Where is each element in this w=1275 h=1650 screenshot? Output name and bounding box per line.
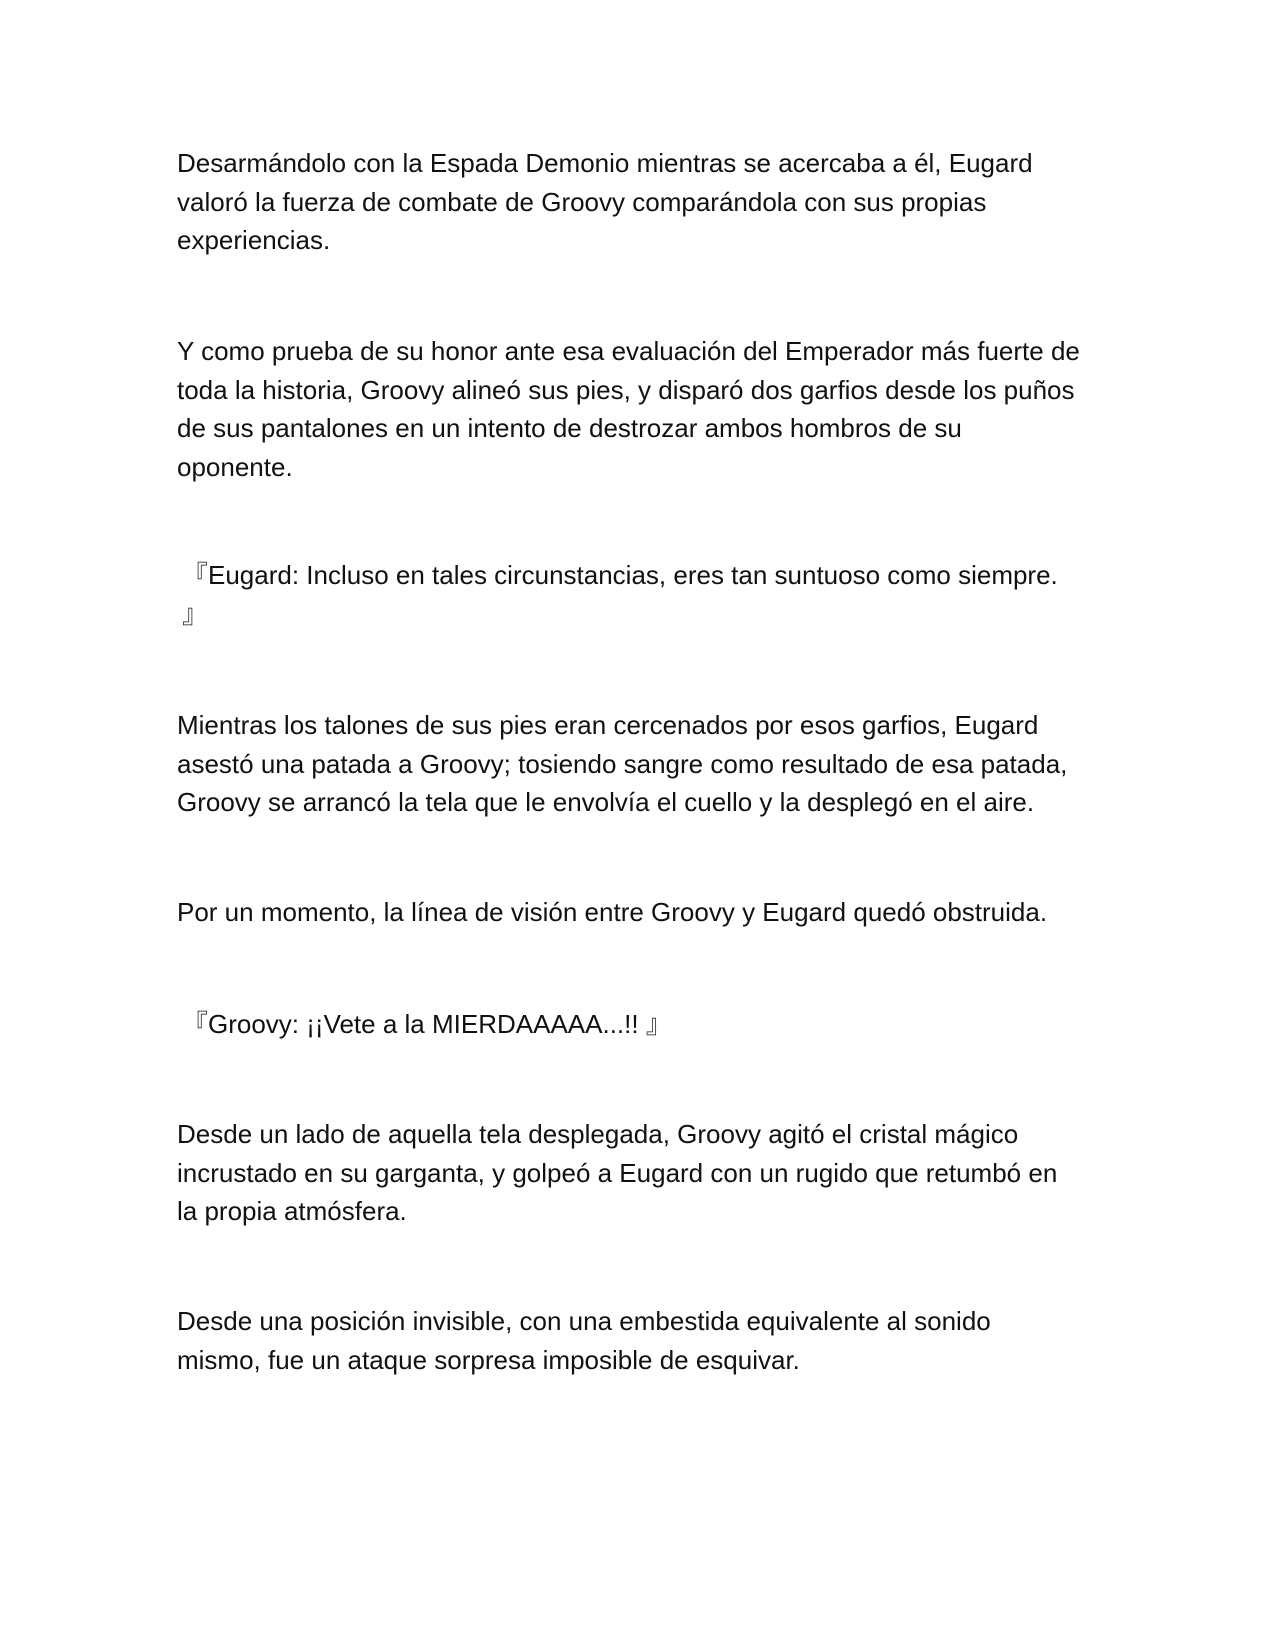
paragraph-3: Mientras los talones de sus pies eran cercenados por esos garfios, Eugard asestó una patada a Groovy; tosiendo sangre como resultado de esa patada, Groovy se arrancó la tela que le envolvía el cuello y la desplegó en el aire.	[177, 710, 1068, 817]
dialogue-groovy: 『Groovy: ¡¡Vete a la MIERDAAAAA...!! 』	[182, 1009, 672, 1039]
paragraph-6: Desde una posición invisible, con una embestida equivalente al sonido mismo, fue un ataque sorpresa imposible de esquivar.	[177, 1306, 991, 1375]
dialogue-eugard: 『Eugard: Incluso en tales circunstancias, eres tan suntuoso como siempre. 』	[182, 560, 1058, 629]
paragraph-4: Por un momento, la línea de visión entre Groovy y Eugard quedó obstruida.	[177, 897, 1048, 927]
paragraph-2: Y como prueba de su honor ante esa evaluación del Emperador más fuerte de toda la historia, Groovy alineó sus pies, y disparó dos garfios desde los puños de sus pantalones en un intento de destrozar ambos hombros de su oponente.	[177, 336, 1080, 482]
paragraph-1: Desarmándolo con la Espada Demonio mientras se acercaba a él, Eugard valoró la fuerza de combate de Groovy comparándola con sus propias experiencias.	[177, 148, 1033, 255]
paragraph-5: Desde un lado de aquella tela desplegada, Groovy agitó el cristal mágico incrustado en su garganta, y golpeó a Eugard con un rugido que retumbó en la propia atmósfera.	[177, 1119, 1058, 1226]
